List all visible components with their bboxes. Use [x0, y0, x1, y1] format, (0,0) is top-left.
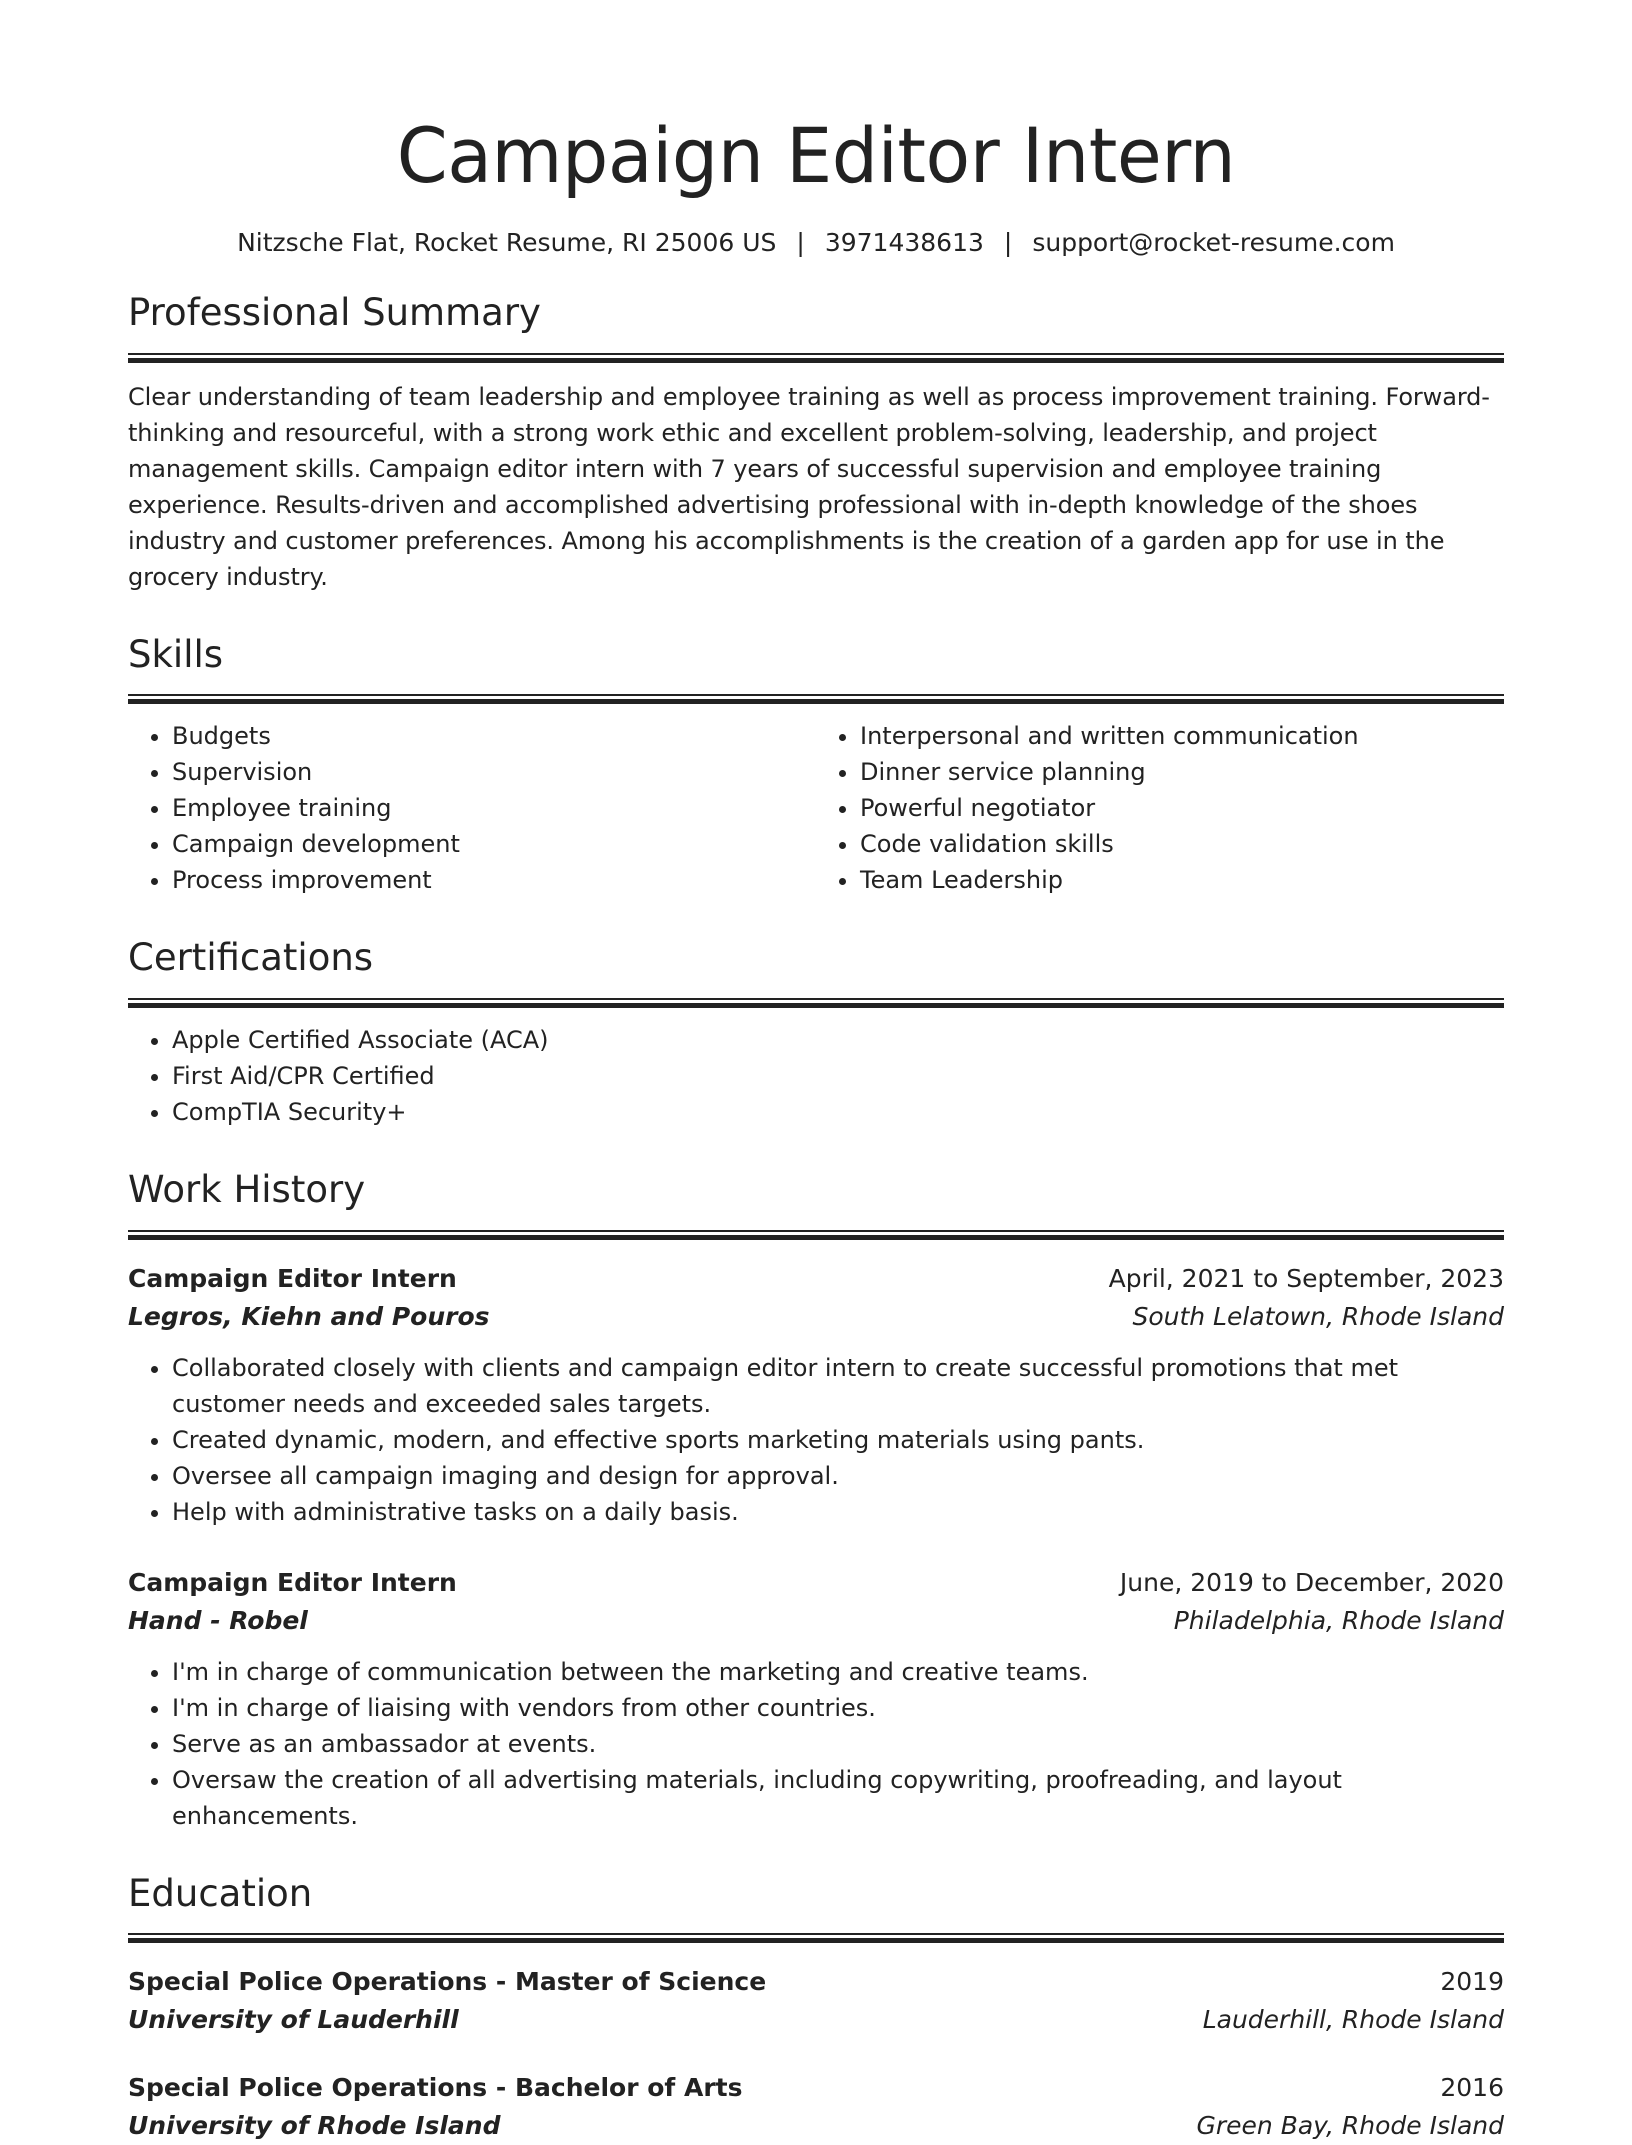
education-location: Lauderhill, Rhode Island	[1202, 2005, 1504, 2035]
section-divider	[128, 694, 1504, 704]
education-entry	[128, 1963, 1504, 2039]
skills-right-list	[816, 718, 1504, 898]
education-degree: Special Police Operations - Bachelor of Arts	[128, 2073, 743, 2103]
skill-item: • Budgets	[172, 718, 816, 754]
job-bullet: • Created dynamic, modern, and effective sports marketing materials using pants.	[172, 1422, 1504, 1458]
education-degree-row	[128, 1963, 1504, 2001]
job-location: South Lelatown, Rhode Island	[1132, 1301, 1504, 1331]
skill-item: • Interpersonal and written communication	[860, 718, 1504, 754]
education-school-row	[128, 2107, 1504, 2145]
contact-email: support@rocket-resume.com	[1032, 228, 1395, 257]
section-divider	[128, 1933, 1504, 1943]
job-company: Legros, Kiehn and Pouros	[128, 1301, 490, 1331]
job-company: Hand - Robel	[128, 1605, 308, 1635]
summary-heading: Professional Summary	[128, 291, 541, 334]
contact-phone: 3971438613	[824, 228, 984, 257]
job-entry	[128, 1564, 1504, 1834]
skills-left-list	[128, 718, 816, 898]
job-company-row	[128, 1602, 1504, 1640]
job-title: Campaign Editor Intern	[128, 1263, 457, 1293]
education-school-row	[128, 2001, 1504, 2039]
job-location: Philadelphia, Rhode Island	[1173, 1605, 1504, 1635]
job-title: Campaign Editor Intern	[128, 1567, 457, 1597]
education-degree: Special Police Operations - Master of Science	[128, 1967, 767, 1997]
skills-heading: Skills	[128, 632, 224, 676]
work-history-section	[128, 1170, 1504, 1834]
summary-text: Clear understanding of team leadership and employee training as well as process improvement training. Forward-thinking and resourceful, with a strong work ethic and excellent problem-solving, leadership, and project management skills. Campaign editor intern with 7 years of successful supervision and employee training experience. Results-driven and accomplished advertising professional with in-depth knowledge of the shoes industry and customer preferences. Among his accomplishments is the creation of a garden app for use in the grocery industry.	[128, 382, 1490, 591]
skill-item: • Campaign development	[172, 826, 816, 862]
contact-separator: |	[796, 228, 805, 257]
section-divider	[128, 1230, 1504, 1240]
skill-item: • Team Leadership	[860, 862, 1504, 898]
skill-item: • Code validation skills	[860, 826, 1504, 862]
skill-item: • Powerful negotiator	[860, 790, 1504, 826]
education-heading: Education	[128, 1871, 313, 1915]
job-bullet: • Collaborated closely with clients and campaign editor intern to create successful promotions that met customer needs and exceeded sales targets.	[172, 1350, 1504, 1422]
education-year: 2016	[1440, 2073, 1504, 2103]
education-year: 2019	[1440, 1967, 1504, 1997]
job-dates: June, 2019 to December, 2020	[1119, 1567, 1504, 1597]
certification-item: • First Aid/CPR Certified	[172, 1058, 1504, 1094]
job-bullets	[128, 1654, 1504, 1834]
contact-line	[128, 228, 1504, 257]
job-bullet: • I'm in charge of communication between the marketing and creative teams.	[172, 1654, 1504, 1690]
skills-section	[128, 632, 1504, 899]
job-bullet: • I'm in charge of liaising with vendors from other countries.	[172, 1690, 1504, 1726]
contact-address: Nitzsche Flat, Rocket Resume, RI 25006 US	[237, 228, 777, 257]
work-history-heading: Work History	[128, 1168, 366, 1212]
education-entry	[128, 2069, 1504, 2145]
summary-section	[128, 293, 1504, 595]
education-school: University of Rhode Island	[128, 2111, 501, 2141]
job-bullet: • Oversaw the creation of all advertising materials, including copywriting, proofreading, and layout enhancements.	[172, 1762, 1504, 1834]
job-bullet: • Oversee all campaign imaging and design for approval.	[172, 1458, 1504, 1494]
education-degree-row	[128, 2069, 1504, 2107]
section-divider	[128, 353, 1504, 363]
job-dates: April, 2021 to September, 2023	[1108, 1263, 1504, 1293]
education-school: University of Lauderhill	[128, 2005, 459, 2035]
certifications-heading: Certifications	[128, 936, 374, 980]
education-location: Green Bay, Rhode Island	[1196, 2111, 1504, 2141]
certifications-list	[128, 1022, 1504, 1130]
skills-grid	[128, 718, 1504, 898]
job-bullet: • Help with administrative tasks on a daily basis.	[172, 1494, 1504, 1530]
job-title-row	[128, 1564, 1504, 1602]
education-section	[128, 1871, 1504, 2145]
resume-title: Campaign Editor Intern	[396, 111, 1236, 200]
certifications-section	[128, 938, 1504, 1130]
certification-item: • CompTIA Security+	[172, 1094, 1504, 1130]
skill-item: • Dinner service planning	[860, 754, 1504, 790]
contact-separator: |	[1003, 228, 1013, 257]
job-bullet: • Serve as an ambassador at events.	[172, 1726, 1504, 1762]
job-company-row	[128, 1298, 1504, 1336]
job-entry	[128, 1260, 1504, 1530]
skill-item: • Process improvement	[172, 862, 816, 898]
section-divider	[128, 998, 1504, 1008]
job-title-row	[128, 1260, 1504, 1298]
job-bullets	[128, 1350, 1504, 1530]
certification-item: • Apple Certified Associate (ACA)	[172, 1022, 1504, 1058]
skill-item: • Employee training	[172, 790, 816, 826]
skill-item: • Supervision	[172, 754, 816, 790]
